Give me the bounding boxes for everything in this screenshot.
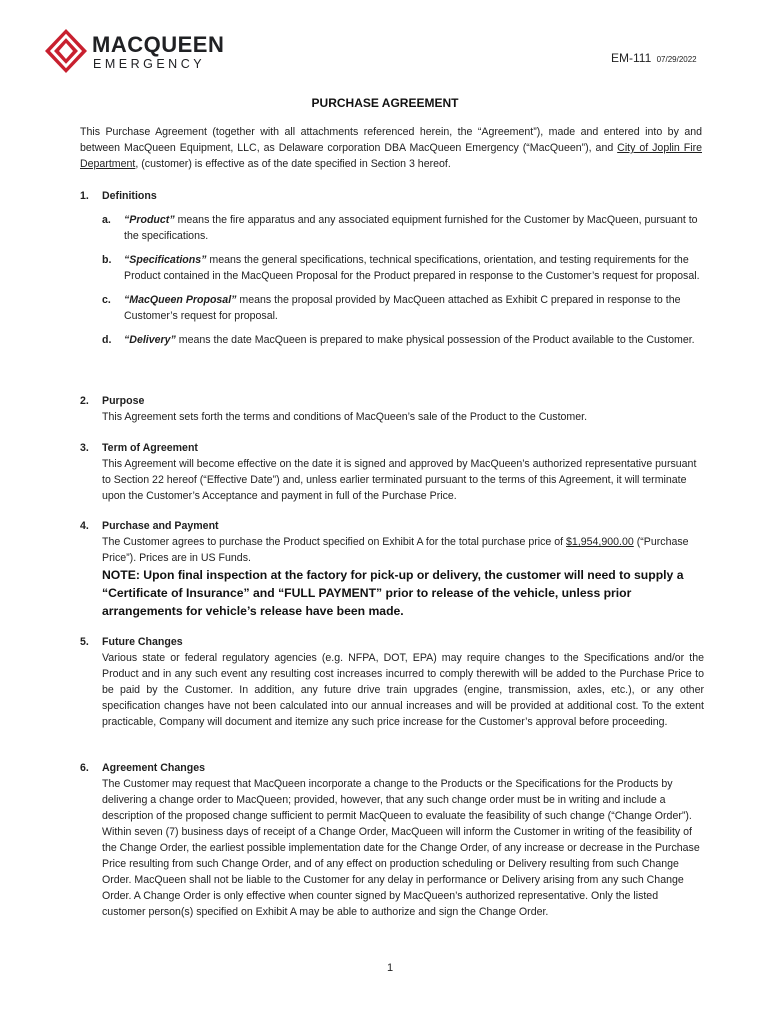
- definition-text: means the date MacQueen is prepared to make physical possession of the Product available to the Customer.: [175, 334, 695, 346]
- section-body: This Agreement sets forth the terms and conditions of MacQueen’s sale of the Product to the Customer.: [102, 411, 588, 423]
- item-letter: a.: [102, 214, 111, 226]
- purchase-price: $1,954,900.00: [566, 536, 634, 548]
- section-heading: Agreement Changes: [102, 762, 206, 774]
- company-logo: [44, 28, 225, 76]
- intro-text-end: , (customer) is effective as of the date specified in Section 3 hereof.: [135, 158, 451, 170]
- definition-text: means the general specifications, technical specifications, orientation, and testing requirements for the Product contained in the MacQueen Proposal for the Product prepared in response to the Customer’s request for proposal.: [124, 254, 700, 282]
- defined-term: “Delivery”: [124, 334, 176, 346]
- section-number: 6.: [80, 762, 89, 774]
- section-number: 1.: [80, 190, 89, 202]
- payment-note: NOTE: Upon final inspection at the factory for pick-up or delivery, the customer will need to supply a “Certificate of Insurance” and “FULL PAYMENT” prior to release of the vehicle, unless prior arrangements for vehicle’s release have been made.: [102, 568, 684, 618]
- defined-term: “MacQueen Proposal”: [124, 294, 237, 306]
- section-heading: Purchase and Payment: [102, 520, 219, 532]
- document-title: PURCHASE AGREEMENT: [311, 96, 459, 110]
- section-heading: Definitions: [102, 190, 157, 202]
- section-body: This Agreement will become effective on the date it is signed and approved by MacQueen’s authorized representative pursuant to Section 22 hereof (“Effective Date”) and, unless earlier terminated pursuant to the terms of this Agreement, it will terminate upon the Customer’s Acceptance and payment in full of the Purchase Price.: [102, 458, 697, 502]
- section-future-changes: [80, 634, 704, 730]
- customer-name: City of Joplin Fire Department: [80, 142, 702, 170]
- defined-term: “Product”: [124, 214, 175, 226]
- intro-paragraph: [80, 124, 702, 172]
- section-heading: Term of Agreement: [102, 442, 198, 454]
- payment-text-end: (“Purchase Price”). Prices are in US Funds.: [102, 536, 689, 564]
- section-number: 2.: [80, 395, 89, 407]
- section-number: 5.: [80, 636, 89, 648]
- section-body: The Customer may request that MacQueen incorporate a change to the Products or the Specifications for the Products by delivering a change order to MacQueen; provided, however, that any such change order must be in writing and include a description of the proposed change sufficient to permit MacQueen to evaluate the feasibility of such change (“Change Order”). Within seven (7) business days of receipt of a Change Order, MacQueen will inform the Customer in writing of the feasibility of the Change Order, the earliest possible implementation date for the Change Order, of any increase or decrease in the Purchase Price resulting from such Change Order, and of any effect on production scheduling or Delivery resulting from such Change Order. MacQueen shall not be liable to the Customer for any delay in performance or Delivery arising from any such Change Order. A Change Order is only effective when counter signed by MacQueen’s authorized representative. Only the listed customer person(s) specified on Exhibit A may be able to authorize and sign the Change Order.: [102, 778, 700, 918]
- item-letter: c.: [102, 294, 111, 306]
- document-date: 07/29/2022: [656, 55, 697, 64]
- section-purchase-payment: [80, 518, 704, 620]
- diamond-logo-icon: [44, 28, 88, 74]
- definition-text: means the proposal provided by MacQueen attached as Exhibit C prepared in response to the Customer’s request for proposal.: [124, 294, 681, 322]
- section-body: [102, 534, 704, 566]
- item-letter: b.: [102, 254, 112, 266]
- logo-wordmark: MACQUEEN: [92, 32, 225, 57]
- item-letter: d.: [102, 334, 112, 346]
- document-code-text: EM-111: [611, 51, 652, 65]
- definition-item: [102, 292, 704, 324]
- logo-subtitle: EMERGENCY: [93, 57, 206, 71]
- page-number: 1: [386, 962, 394, 974]
- definition-list: [102, 212, 704, 348]
- section-number: 3.: [80, 442, 89, 454]
- definition-text: means the fire apparatus and any associated equipment furnished for the Customer by MacQueen, pursuant to the specifications.: [124, 214, 698, 242]
- section-definitions: [80, 188, 704, 348]
- payment-text-start: The Customer agrees to purchase the Product specified on Exhibit A for the total purchase price of: [102, 536, 567, 548]
- section-heading: Future Changes: [102, 636, 183, 648]
- section-agreement-changes: [80, 760, 704, 920]
- section-heading: Purpose: [102, 395, 145, 407]
- definition-item: [102, 332, 704, 348]
- document-code: [611, 51, 697, 65]
- section-purpose: [80, 393, 704, 425]
- section-number: 4.: [80, 520, 89, 532]
- section-term: [80, 440, 704, 504]
- defined-term: “Specifications”: [124, 254, 207, 266]
- definition-item: [102, 252, 704, 284]
- section-body: Various state or federal regulatory agencies (e.g. NFPA, DOT, EPA) may require changes to the Specifications and/or the Product and in any such event any resulting cost increases incurred to comply therewith will be added to the Purchase Price to be paid by the Customer. In addition, any future drive train upgrades (engine, transmission, axles, etc.), or any other specification changes have not been calculated into our annual increases and will be provided at additional cost. To the extent practicable, Company will document and itemize any such price increase for the Customer’s approval before proceeding.: [102, 652, 704, 728]
- intro-text-start: This Purchase Agreement (together with all attachments referenced herein, the “Agreement”), made and entered into by and between MacQueen Equipment, LLC, as Delaware corporation DBA MacQueen Emergency (“MacQueen”), and: [80, 126, 702, 154]
- definition-item: [102, 212, 704, 244]
